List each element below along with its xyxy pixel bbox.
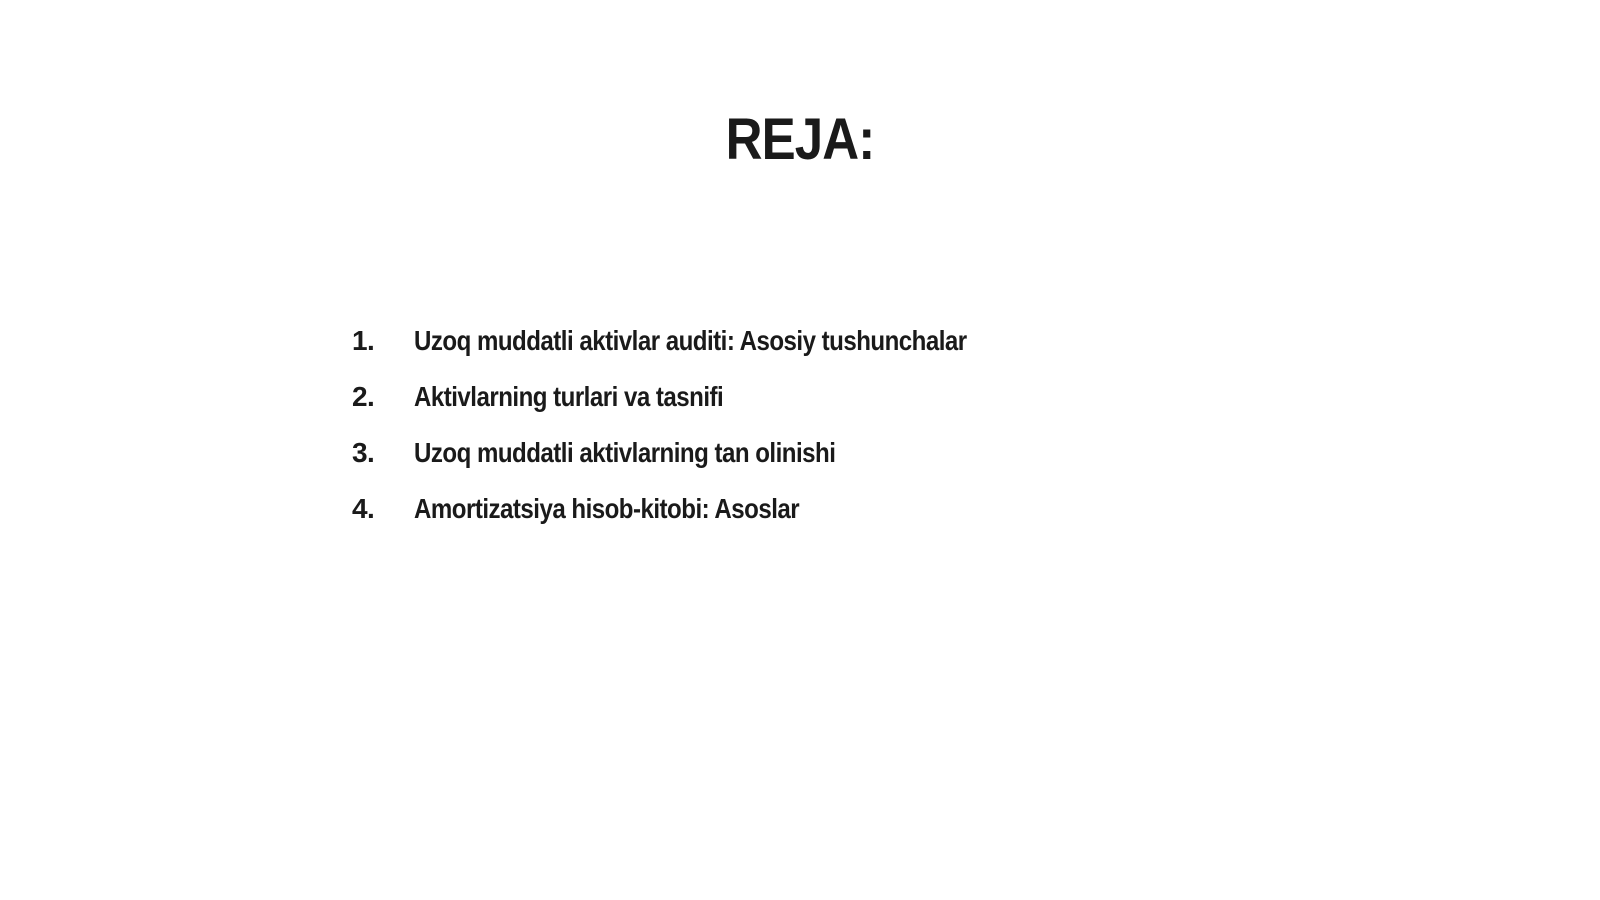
agenda-list	[352, 325, 1057, 549]
agenda-item-number: 4.	[352, 493, 375, 524]
agenda-item-text: Amortizatsiya hisob-kitobi: Asoslar	[414, 493, 800, 524]
slide-title: REJA:	[725, 107, 875, 172]
agenda-item-2	[352, 381, 1057, 437]
agenda-item-3	[352, 437, 1057, 493]
agenda-item-number: 3.	[352, 437, 375, 468]
agenda-item-number: 1.	[352, 325, 375, 356]
agenda-item-text: Uzoq muddatli aktivlarning tan olinishi	[414, 437, 836, 468]
agenda-item-4	[352, 493, 1057, 549]
agenda-item-text: Aktivlarning turlari va tasnifi	[414, 381, 724, 412]
agenda-item-number: 2.	[352, 381, 375, 412]
agenda-item-text: Uzoq muddatli aktivlar auditi: Asosiy tushunchalar	[414, 325, 967, 356]
agenda-item-1	[352, 325, 1057, 381]
